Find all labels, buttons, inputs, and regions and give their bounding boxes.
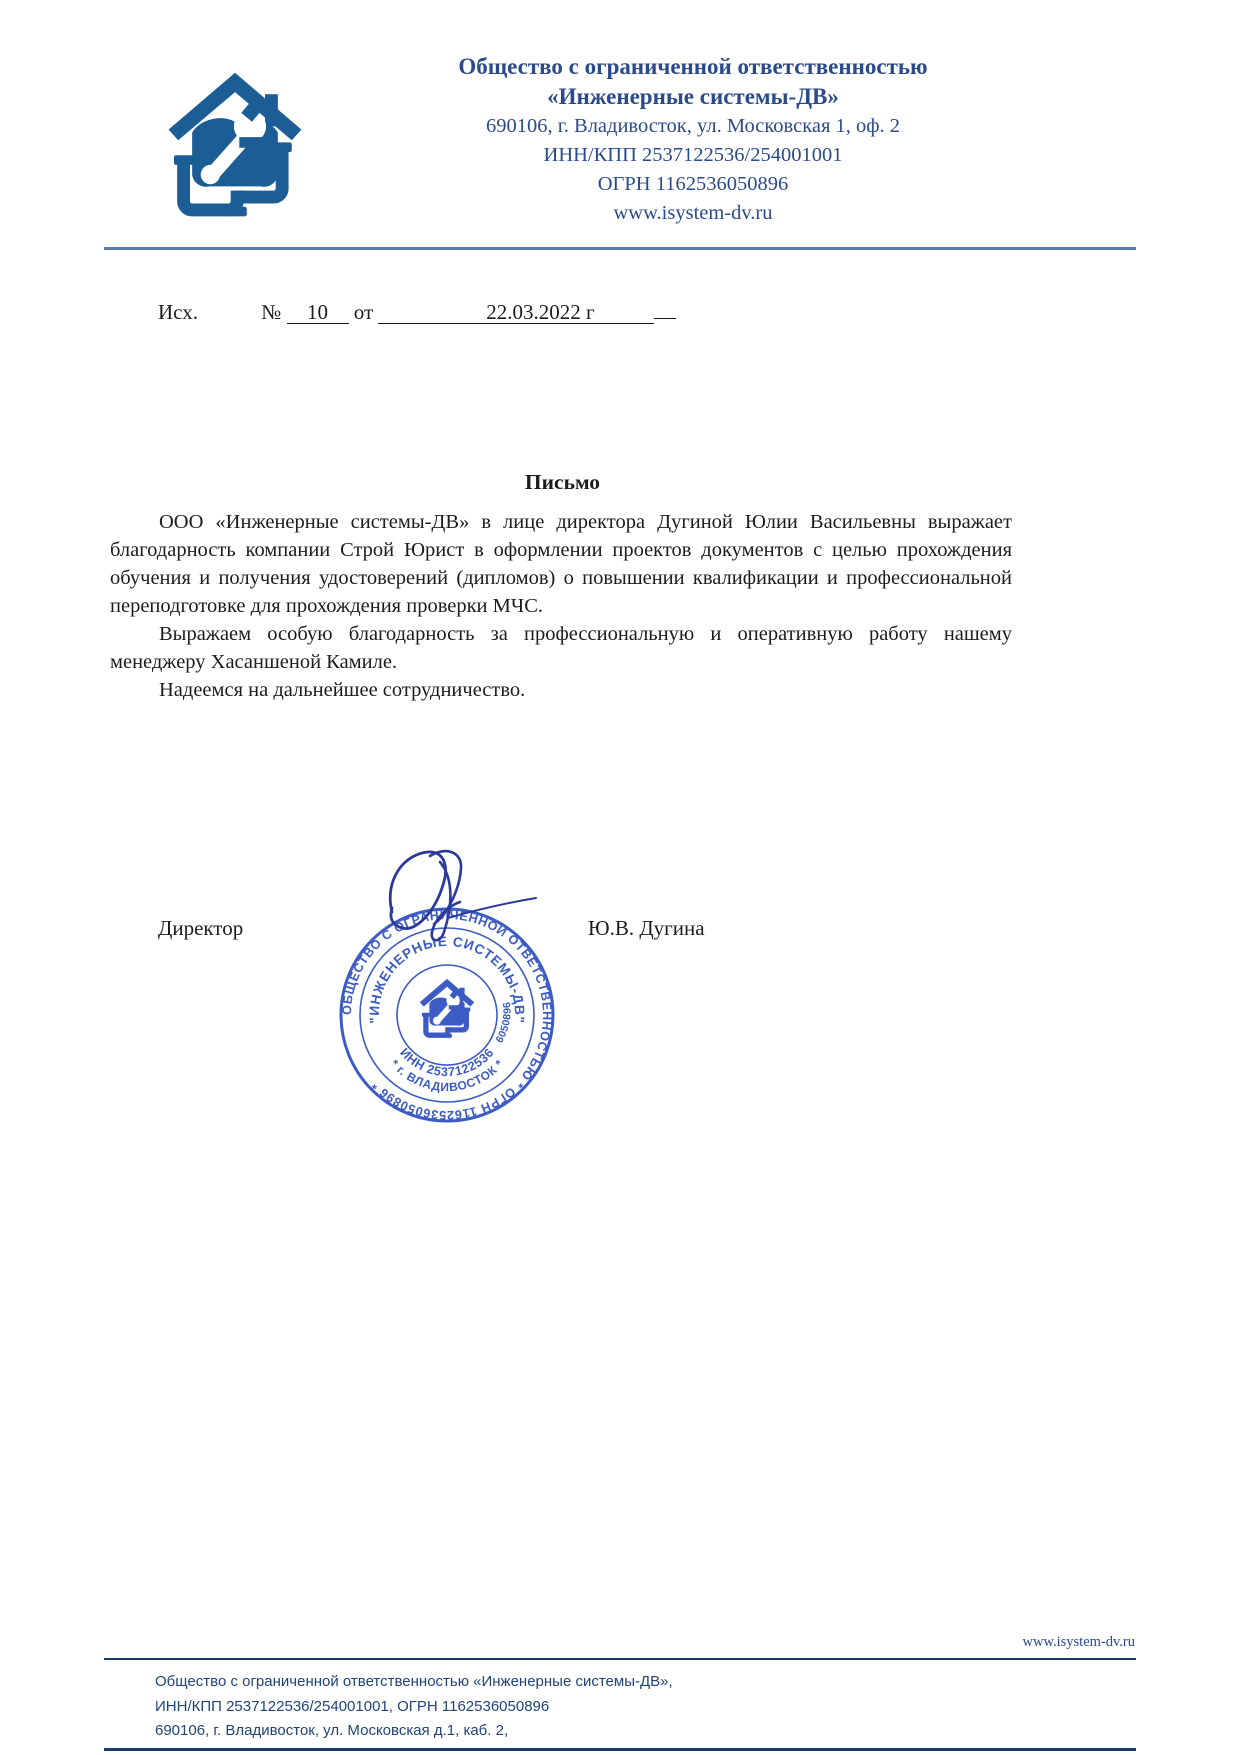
ref-number-value: 10	[287, 301, 349, 324]
footer-bottom-divider	[104, 1748, 1136, 1751]
org-address: 690106, г. Владивосток, ул. Московская 1, оф. 2	[485, 115, 901, 137]
stamp-outer-text: ОБЩЕСТВО С ОГРАНИЧЕННОЙ ОТВЕТСТВЕННОСТЬЮ * ОГРН 1162536050896 *	[339, 907, 555, 1123]
plumbing-house-logo-icon	[160, 68, 310, 234]
company-logo	[160, 68, 310, 234]
stamp-inn: ИНН 2537122536	[397, 1045, 497, 1080]
org-ogrn: ОГРН 1162536050896	[597, 173, 789, 195]
paragraph: ООО «Инженерные системы-ДВ» в лице директора Дугиной Юлии Васильевны выражает благодарность компании Строй Юрист в оформлении проектов документов с целью прохождения обучения и получения удостоверений (дипломов) о повышении квалификации и профессиональной переподготовке для прохождения проверки МЧС.	[110, 511, 1012, 617]
letter-title: Письмо	[524, 470, 601, 494]
ref-number-sign: №	[261, 300, 282, 324]
ref-date-value: 22.03.2022 г	[378, 301, 654, 324]
footer-divider	[104, 1658, 1136, 1660]
footer-inn-line: ИНН/КПП 2537122536/254001001, ОГРН 1162536050896	[155, 1697, 550, 1715]
stamp-logo-icon	[420, 979, 475, 1038]
stamp-side-digits: 6050896	[493, 1001, 514, 1046]
position-title: Директор	[158, 916, 244, 940]
stamp-org-name: "ИНЖЕНЕРНЫЕ СИСТЕМЫ-ДВ"	[366, 933, 528, 1025]
letter-body	[110, 508, 1012, 704]
paragraph: Выражаем особую благодарность за профессиональную и оперативную работу нашему менеджеру Хасаншеной Камиле.	[110, 623, 1012, 673]
stamp-city: * г. ВЛАДИВОСТОК *	[387, 1056, 507, 1095]
paragraph: Надеемся на дальнейшее сотрудничество.	[159, 679, 526, 701]
director-signature	[378, 846, 548, 950]
ref-from-word: от	[353, 300, 374, 324]
org-website: www.isystem-dv.ru	[613, 202, 773, 224]
signer-name: Ю.В. Дугина	[588, 916, 705, 940]
reference-line	[158, 300, 676, 325]
header-divider	[104, 247, 1136, 250]
org-inn-kpp: ИНН/КПП 2537122536/254001001	[543, 144, 843, 166]
letterhead	[363, 52, 1023, 228]
ref-label: Исх.	[158, 300, 198, 324]
footer-org-line: Общество с ограниченной ответственностью «Инженерные системы-ДВ»,	[155, 1673, 673, 1690]
footer-details	[155, 1670, 1055, 1744]
blank-underline	[654, 318, 676, 319]
org-type: Общество с ограниченной ответственностью	[458, 54, 928, 79]
org-name: «Инженерные системы-ДВ»	[547, 84, 839, 109]
footer-website: www.isystem-dv.ru	[1022, 1634, 1135, 1650]
footer-address-line: 690106, г. Владивосток, ул. Московская д.1, каб. 2,	[155, 1722, 509, 1739]
